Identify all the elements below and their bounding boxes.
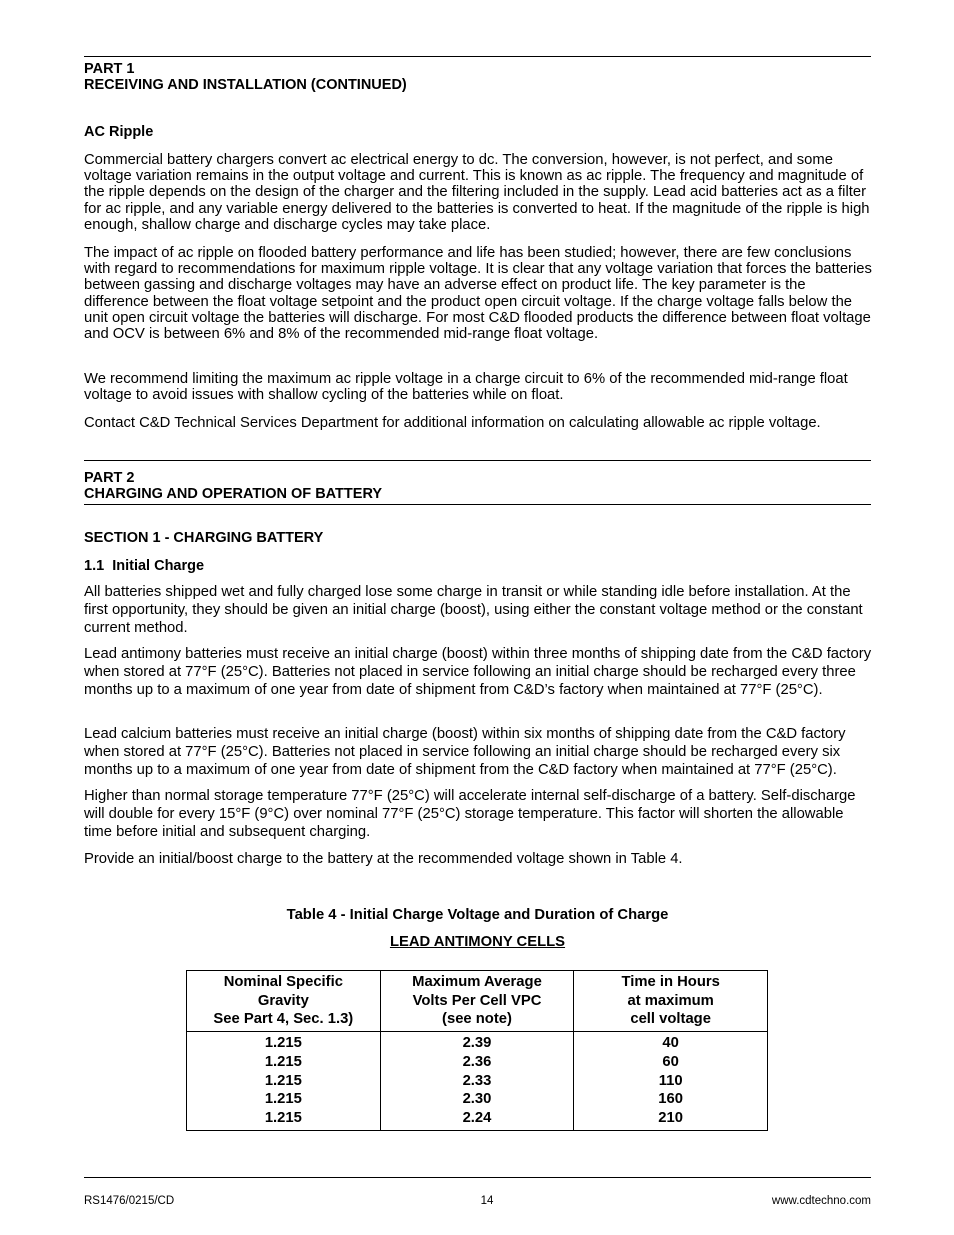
table4-subtitle-text: LEAD ANTIMONY CELLS — [389, 934, 566, 950]
header-line: See Part 4, Sec. 1.3) — [213, 1011, 354, 1028]
initial-charge-table — [186, 970, 768, 1131]
header-line: (see note) — [442, 1011, 512, 1028]
table-value: 160 — [658, 1091, 683, 1108]
footer-rule — [84, 1177, 871, 1178]
header-line: Time in Hours — [621, 974, 720, 991]
footer-page-number: 14 — [480, 1195, 494, 1207]
table4-title: Table 4 - Initial Charge Voltage and Duration of Charge — [286, 907, 669, 923]
section1-paragraph-5: Provide an initial/boost charge to the battery at the recommended voltage shown in Table 4. — [84, 851, 683, 867]
table-value: 2.39 — [462, 1035, 492, 1051]
section1-paragraph-3: Lead calcium batteries must receive an initial charge (boost) within six months of shipping date from the C&D factory when stored at 77°F (25°C). Batteries not placed in service following an initial charge should be recharged every six months up to a maximum of one year from date of shipment from the C&D factory when maintained at 77°F (25°C). — [84, 726, 846, 778]
table-value: 60 — [662, 1053, 679, 1070]
footer-website[interactable]: www.cdtechno.com — [771, 1195, 871, 1207]
header-nominal-specific-gravity — [187, 971, 381, 1032]
section1-paragraph-1: All batteries shipped wet and fully charged lose some charge in transit or while standing idle before installation. At the first opportunity, they should be given an initial charge (boost), using either the constant voltage method or the constant current method. — [84, 584, 863, 636]
header-line: Gravity — [257, 992, 309, 1009]
hours-values-cell — [574, 1032, 768, 1131]
table-value: 210 — [658, 1110, 683, 1127]
vpc-values-cell — [380, 1032, 574, 1131]
table-value: 1.215 — [264, 1053, 302, 1070]
ac-ripple-heading: AC Ripple — [84, 124, 154, 140]
table4-subtitle — [84, 934, 871, 950]
ac-ripple-paragraph-2: The impact of ac ripple on flooded battery performance and life has been studied; however, there are few conclusions with regard to recommendations for maximum ripple voltage. It is clear that any voltage variation that forces the batteries between gassing and discharge voltages may have an adverse effect on product life. The key parameter is the difference between the float voltage setpoint and the product open circuit voltage. If the charge voltage falls below the unit open circuit voltage the batteries will discharge. For most C&D flooded products the difference between float voltage and OCV is between 6% and 8% of the recommended mid-range float voltage. — [84, 245, 872, 343]
header-max-average-vpc — [380, 971, 574, 1032]
table-value: 2.36 — [462, 1053, 492, 1070]
header-line: Nominal Specific — [223, 974, 343, 991]
table-value: 1.215 — [264, 1110, 302, 1127]
header-line: at maximum — [627, 992, 714, 1009]
header-line: cell voltage — [630, 1011, 711, 1028]
ac-ripple-paragraph-4: Contact C&D Technical Services Department for additional information on calculating allowable ac ripple voltage. — [84, 415, 821, 431]
ac-ripple-paragraph-1: Commercial battery chargers convert ac electrical energy to dc. The conversion, however, is not perfect, and some voltage variation remains in the output voltage and current. This is known as ac ripple. The frequency and magnitude of the ripple depends on the design of the charger and the filtering included in the supply. Lead acid batteries act as a filter for ac ripple, and any variable energy delivered to the batteries is converted to heat. If the magnitude of the ripple is high enough, shallow charge and discharge cycles may take place. — [84, 152, 870, 233]
table-body-row — [187, 1032, 768, 1131]
table-value: 2.30 — [462, 1091, 492, 1108]
part2-top-rule — [84, 460, 871, 461]
header-line: Maximum Average — [412, 974, 542, 991]
table-value: 2.24 — [462, 1110, 492, 1127]
table-value: 110 — [658, 1072, 683, 1089]
section1-paragraph-4: Higher than normal storage temperature 77°F (25°C) will accelerate internal self-discharge of a battery. Self-discharge will double for every 15°F (9°C) over nominal 77°F (25°C) storage temperature. This factor will shorten the allowable time before initial and subsequent charging. — [84, 788, 856, 840]
ac-ripple-paragraph-3: We recommend limiting the maximum ac ripple voltage in a charge circuit to 6% of the recommended mid-range float voltage to avoid issues with shallow cycling of the batteries while on float. — [84, 371, 848, 404]
top-rule — [84, 56, 871, 57]
header-line: Volts Per Cell VPC — [412, 992, 542, 1009]
part2-title: CHARGING AND OPERATION OF BATTERY — [84, 486, 383, 502]
section1-heading: SECTION 1 - CHARGING BATTERY — [84, 530, 324, 546]
part2-bottom-rule — [84, 504, 871, 505]
initial-charge-heading: 1.1 Initial Charge — [84, 558, 205, 574]
table-value: 40 — [662, 1035, 679, 1051]
part1-label: PART 1 — [84, 61, 135, 77]
part1-title: RECEIVING AND INSTALLATION (CONTINUED) — [84, 77, 407, 93]
header-time-in-hours — [574, 971, 768, 1032]
table-header-row — [187, 971, 768, 1032]
part2-label: PART 2 — [84, 470, 135, 486]
section1-paragraph-2: Lead antimony batteries must receive an initial charge (boost) within three months of shipping date from the C&D factory when stored at 77°F (25°C). Batteries not placed in service following an initial charge should be recharged every three months up to a maximum of one year from date of shipment from C&D’s factory when maintained at 77°F (25°C). — [84, 646, 872, 698]
table-value: 1.215 — [264, 1091, 302, 1108]
gravity-values-cell — [187, 1032, 381, 1131]
footer-doc-id: RS1476/0215/CD — [84, 1195, 175, 1207]
table-value: 2.33 — [462, 1072, 492, 1089]
table-value: 1.215 — [264, 1072, 302, 1089]
table-value: 1.215 — [264, 1035, 302, 1051]
